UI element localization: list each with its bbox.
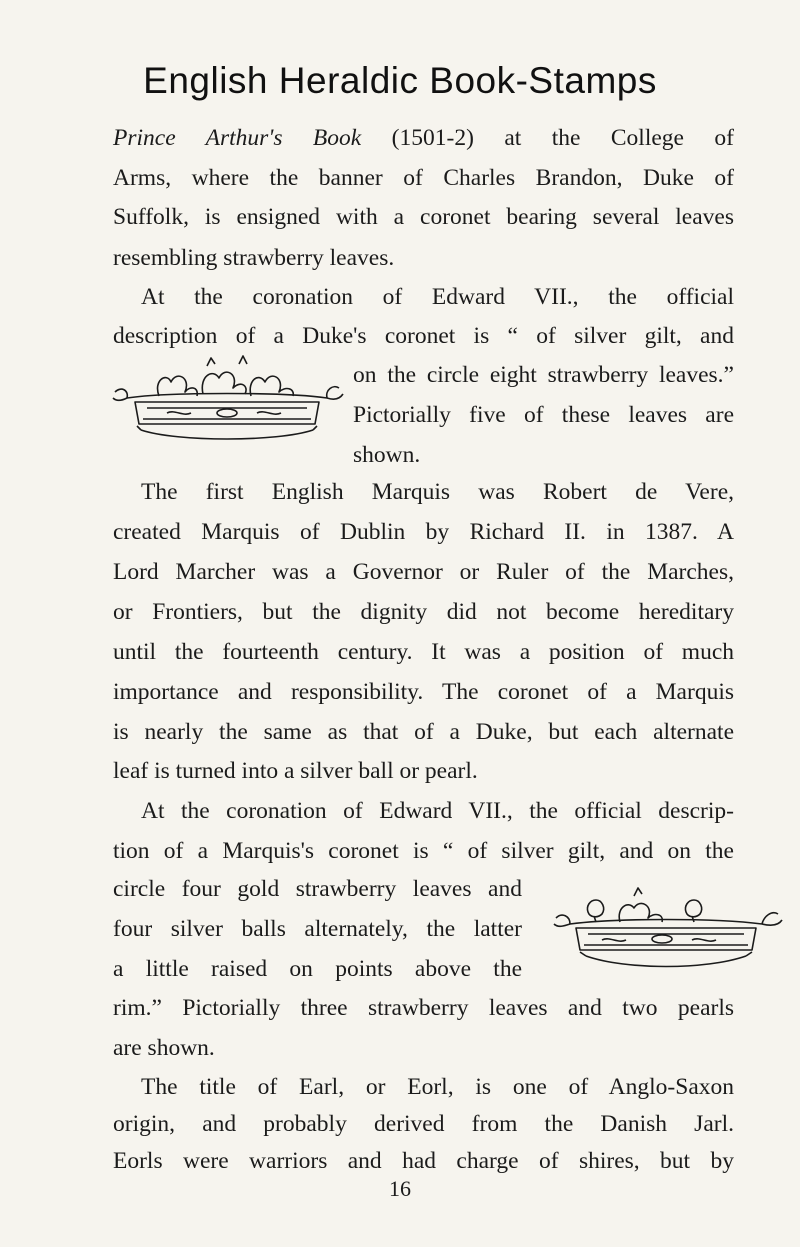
text-line: Suffolk, is ensigned with a coronet bearing several leaves: [113, 204, 734, 231]
marquis-coronet-illustration: [546, 878, 786, 983]
duke-coronet-illustration: [107, 346, 347, 456]
text-line: Pictorially five of these leaves are: [353, 401, 734, 428]
text-line: importance and responsibility. The coronet of a Marquis: [113, 678, 734, 705]
page-title: English Heraldic Book-Stamps: [143, 60, 657, 101]
text-line: created Marquis of Dublin by Richard II. in 1387. A: [113, 519, 734, 546]
text-line: The first English Marquis was Robert de Vere,: [141, 479, 734, 506]
text-line: four silver balls alternately, the latter: [113, 916, 522, 943]
text-line: are shown.: [113, 1035, 215, 1062]
text-line: rim.” Pictorially three strawberry leaves and two pearls: [113, 995, 734, 1022]
text-line: a little raised on points above the: [113, 955, 522, 982]
text-line: origin, and probably derived from the Danish Jarl.: [113, 1110, 734, 1137]
text-line: circle four gold strawberry leaves and: [113, 876, 522, 903]
text-line: until the fourteenth century. It was a position of much: [113, 639, 734, 666]
text-line: Arms, where the banner of Charles Brandon, Duke of: [113, 164, 734, 191]
text-line: leaf is turned into a silver ball or pearl.: [113, 758, 478, 785]
text-line: shown.: [353, 441, 421, 468]
text-line: or Frontiers, but the dignity did not become hereditary: [113, 598, 734, 625]
text-line: tion of a Marquis's coronet is “ of silver gilt, and on the: [113, 837, 734, 864]
book-title: Prince Arthur's Book: [113, 125, 362, 151]
text-line: [113, 127, 734, 151]
text-line: At the coronation of Edward VII., the official: [141, 283, 734, 310]
text-line: Lord Marcher was a Governor or Ruler of the Marches,: [113, 558, 734, 585]
text-line: The title of Earl, or Eorl, is one of Anglo-Saxon: [141, 1073, 734, 1100]
text-fragment: (1501-2) at the College of: [361, 125, 734, 151]
page-number: 16: [389, 1176, 411, 1201]
text-line: description of a Duke's coronet is “ of silver gilt, and: [113, 322, 734, 349]
text-line: At the coronation of Edward VII., the official descrip-: [141, 797, 734, 824]
text-line: on the circle eight strawberry leaves.”: [353, 362, 734, 389]
text-line: is nearly the same as that of a Duke, but each alternate: [113, 719, 734, 746]
text-line: Eorls were warriors and had charge of shires, but by: [113, 1147, 734, 1174]
text-line: resembling strawberry leaves.: [113, 244, 395, 271]
